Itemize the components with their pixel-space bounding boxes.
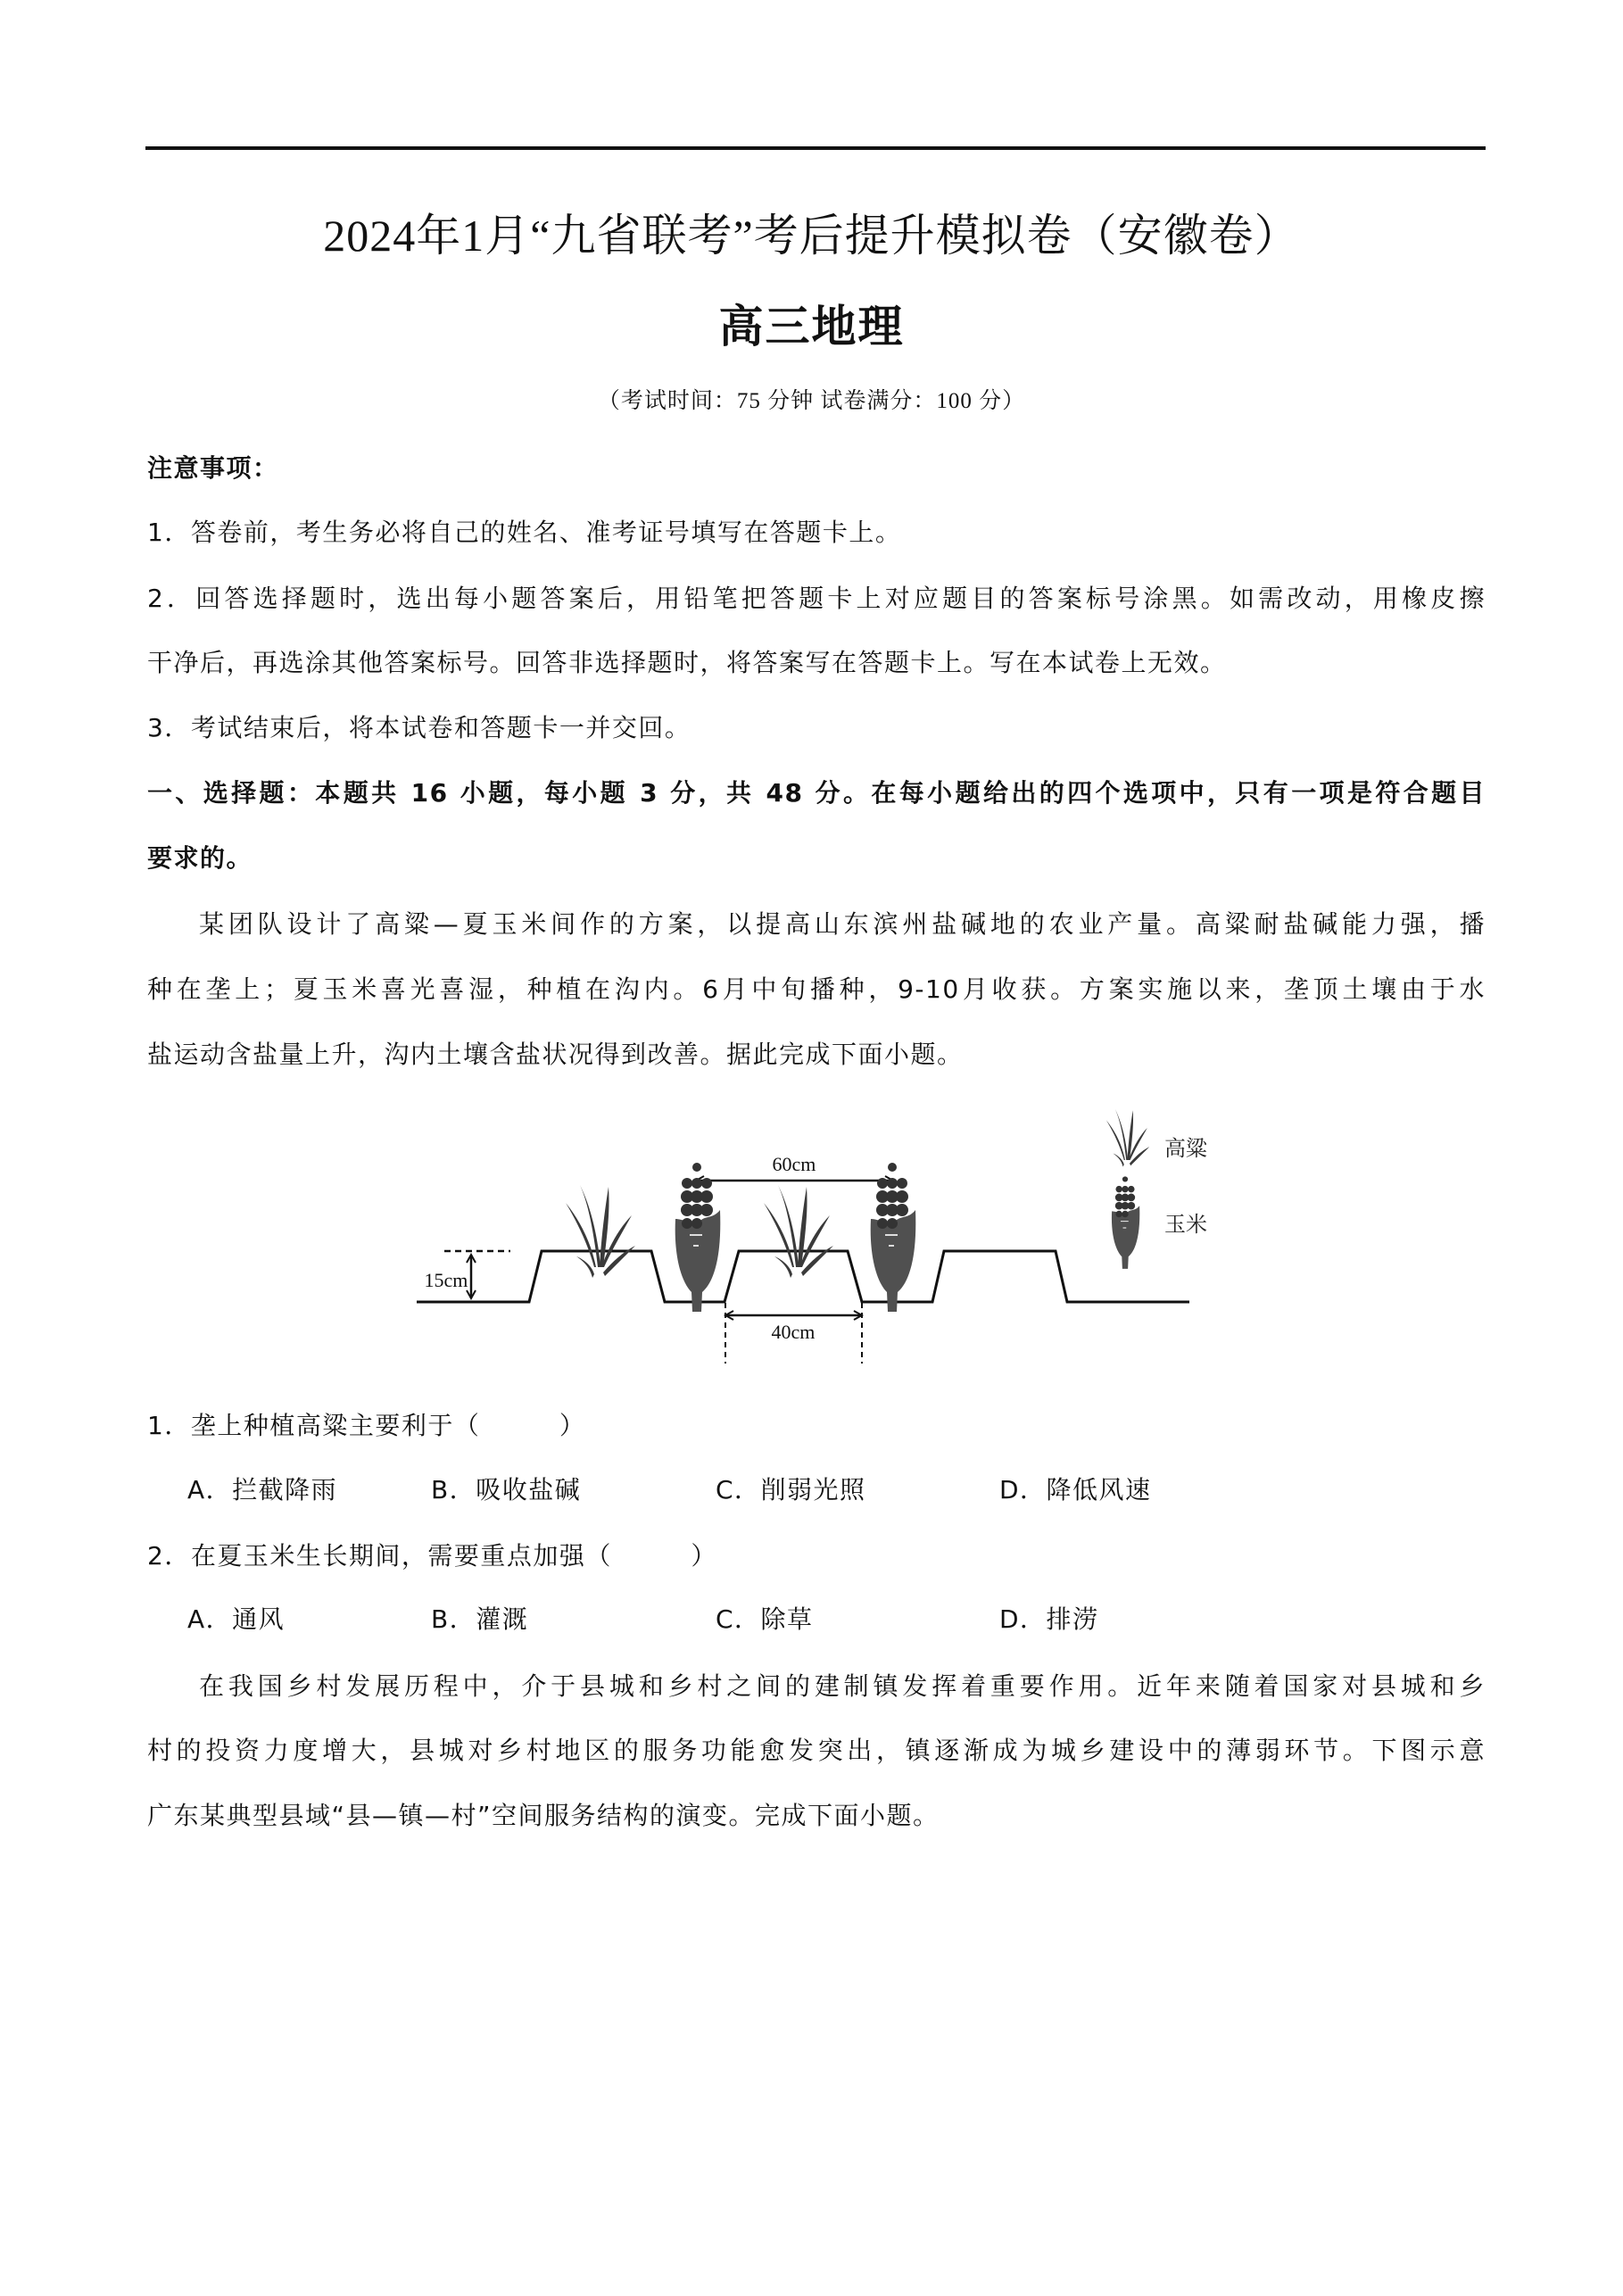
question-stem: 1．垄上种植高粱主要利于（ ）	[147, 1411, 586, 1440]
legend-label-sorghum: 高粱	[1164, 1138, 1207, 1161]
section-heading: 一、选择题：本题共 16 小题，每小题 3 分，共 48 分。在每小题给出的四个选项中，只有一项是符合题目	[147, 778, 1486, 808]
question-option[interactable]: C．除草	[716, 1604, 814, 1634]
notice-item: 1．答卷前，考生务必将自己的姓名、准考证号填写在答题卡上。	[147, 518, 902, 547]
section-heading-continued: 要求的。	[147, 843, 253, 873]
notice-item: 3．考试结束后，将本试卷和答题卡一并交回。	[147, 713, 691, 742]
sorghum-icon	[1106, 1109, 1149, 1166]
height-label: 15cm	[424, 1269, 468, 1291]
question-option[interactable]: B．吸收盐碱	[431, 1475, 582, 1504]
passage-line: 种在垄上；夏玉米喜光喜湿，种植在沟内。6月中旬播种，9-10月收获。方案实施以来，垄顶土壤由于水	[147, 974, 1486, 1004]
passage-line: 广东某典型县域“县—镇—村”空间服务结构的演变。完成下面小题。	[147, 1801, 940, 1830]
exam-title: 2024年1月“九省联考”考后提升模拟卷（安徽卷）	[323, 211, 1300, 261]
notice-heading: 注意事项：	[147, 453, 279, 483]
width-label: 40cm	[771, 1321, 816, 1343]
passage-line: 盐运动含盐量上升，沟内土壤含盐状况得到改善。据此完成下面小题。	[147, 1040, 964, 1069]
spacing-label: 60cm	[772, 1153, 816, 1175]
question-option[interactable]: D．排涝	[999, 1604, 1099, 1634]
question-option[interactable]: D．降低风速	[999, 1475, 1152, 1504]
passage-line: 在我国乡村发展历程中，介于县城和乡村之间的建制镇发挥着重要作用。近年来随着国家对县城和乡	[199, 1671, 1486, 1701]
corn-icon	[1112, 1176, 1139, 1269]
corn-icon	[675, 1163, 721, 1312]
notice-item: 2．回答选择题时，选出每小题答案后，用铅笔把答题卡上对应题目的答案标号涂黑。如需改动，用橡皮擦	[147, 584, 1486, 613]
passage-line: 村的投资力度增大，县城对乡村地区的服务功能愈发突出，镇逐渐成为城乡建设中的薄弱环节。下图示意	[147, 1736, 1486, 1765]
question-option[interactable]: A．拦截降雨	[187, 1475, 338, 1504]
header-rule	[145, 146, 1486, 150]
sorghum-icon	[764, 1185, 833, 1278]
sorghum-icon	[566, 1185, 635, 1278]
corn-icon	[871, 1163, 916, 1312]
notice-item-continued: 干净后，再选涂其他答案标号。回答非选择题时，将答案写在答题卡上。写在本试卷上无效。	[147, 648, 1227, 677]
ridge-furrow-profile	[417, 1251, 1189, 1302]
passage-line: 某团队设计了高粱—夏玉米间作的方案，以提高山东滨州盐碱地的农业产量。高粱耐盐碱能力强，播	[199, 909, 1486, 939]
question-option[interactable]: C．削弱光照	[716, 1475, 866, 1504]
exam-meta: （考试时间：75 分钟 试卷满分：100 分）	[597, 389, 1026, 413]
question-option[interactable]: A．通风	[187, 1604, 286, 1634]
question-stem: 2．在夏玉米生长期间，需要重点加强（ ）	[147, 1541, 717, 1571]
exam-subject: 高三地理	[718, 301, 905, 352]
legend-label-corn: 玉米	[1164, 1214, 1207, 1237]
question-option[interactable]: B．灌溉	[431, 1604, 529, 1634]
